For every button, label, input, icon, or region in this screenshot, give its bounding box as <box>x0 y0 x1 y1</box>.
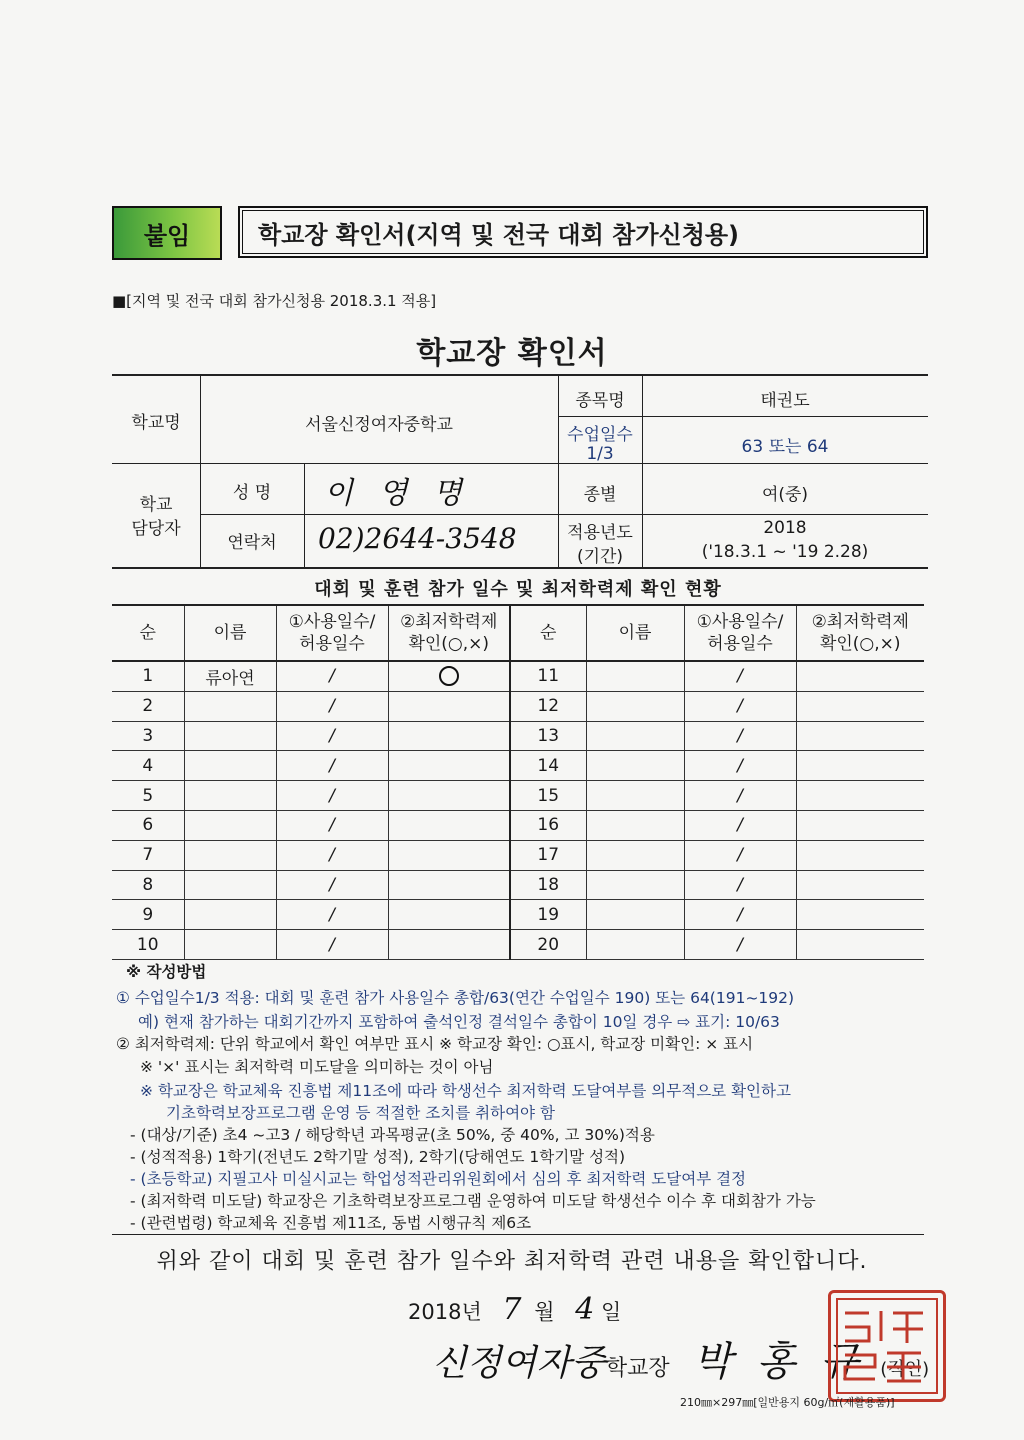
row-check-right <box>796 781 924 811</box>
row-name-left <box>184 900 276 930</box>
row-check-left <box>388 900 510 930</box>
detail-2: - (성적적용) 1학기(전년도 2학기말 성적), 2학기(당해연도 1학기말 성적) <box>130 1148 626 1166</box>
row-days-right: / <box>684 930 796 960</box>
row-days-right: / <box>684 900 796 930</box>
year-period-label: (기간) <box>576 547 624 567</box>
row-name-left <box>184 721 276 751</box>
name-label: 성 명 <box>232 483 272 503</box>
col-name-right: 이름 <box>586 605 684 661</box>
section-title: 대회 및 훈련 참가 일수 및 최저학력제 확인 현황 <box>314 579 722 600</box>
note-1a: ① 수업일수1/3 적용: 대회 및 훈련 참가 사용일수 총합/63(연간 수업일수 190) 또는 64(191~192) <box>116 989 795 1007</box>
row-days-left: / <box>276 840 388 870</box>
paper-size-note: 210㎜×297㎜[일반용지 60g/㎡(재활용품)] <box>680 1396 895 1409</box>
row-name-right <box>586 930 684 960</box>
row-no-right: 14 <box>510 751 586 781</box>
note-4a: ※ 학교장은 학교체육 진흥법 제11조에 따라 학생선수 최저학력 도달여부를 의무적으로 확인하고 <box>140 1082 791 1100</box>
col-no: 순 <box>112 605 184 661</box>
row-name-right <box>586 691 684 721</box>
table-row <box>112 751 924 781</box>
category-label: 종별 <box>583 485 617 505</box>
row-days-left: / <box>276 751 388 781</box>
contact-label: 연락처 <box>227 533 277 553</box>
row-check-right <box>796 840 924 870</box>
row-days-right: / <box>684 751 796 781</box>
row-check-right <box>796 900 924 930</box>
row-check-right <box>796 870 924 900</box>
row-check-right <box>796 930 924 960</box>
row-name-left <box>184 691 276 721</box>
application-notice: ■[지역 및 전국 대회 참가신청용 2018.3.1 적용] <box>112 292 437 310</box>
row-no-right: 18 <box>510 870 586 900</box>
row-check-right <box>796 691 924 721</box>
row-no-right: 15 <box>510 781 586 811</box>
note-2: ② 최저학력제: 단위 학교에서 확인 여부만 표시 ※ 학교장 확인: ○표시, 학교장 미확인: × 표시 <box>116 1035 754 1053</box>
row-name-left <box>184 810 276 840</box>
day-handwritten: 4 <box>575 1292 595 1327</box>
row-days-left: / <box>276 810 388 840</box>
row-no-left: 10 <box>112 930 184 960</box>
detail-1: - (대상/기준) 초4 ~고3 / 해당학년 과목평균(초 50%, 중 40%, 고 30%)적용 <box>130 1126 655 1144</box>
row-no-right: 11 <box>510 661 586 691</box>
row-no-right: 19 <box>510 900 586 930</box>
table-row <box>112 840 924 870</box>
col-check: ②최저학력제 확인(○,×) <box>388 605 510 661</box>
row-name-right <box>586 661 684 691</box>
row-days-left: / <box>276 870 388 900</box>
row-days-right: / <box>684 870 796 900</box>
table-row <box>112 691 924 721</box>
col-name: 이름 <box>184 605 276 661</box>
row-no-right: 12 <box>510 691 586 721</box>
row-no-right: 17 <box>510 840 586 870</box>
principal-title: 학교장 <box>605 1356 670 1381</box>
row-check-right <box>796 751 924 781</box>
school-days-label: 수업일수 <box>567 425 633 445</box>
row-no-right: 16 <box>510 810 586 840</box>
detail-4: - (최저학력 미도달) 학교장은 기초학력보장프로그램 운영하여 미도달 학생선수 이수 후 대회참가 가능 <box>130 1192 816 1210</box>
document-header-title: 학교장 확인서(지역 및 전국 대회 참가신청용) <box>238 206 928 258</box>
row-days-right: / <box>684 840 796 870</box>
year-label: 적용년도 <box>567 523 633 543</box>
row-name-right <box>586 781 684 811</box>
sport-value: 태권도 <box>760 391 810 411</box>
note-1b: 예) 현재 참가하는 대회기간까지 포함하여 출석인정 결석일수 총합이 10일 경우 ⇨ 표기: 10/63 <box>138 1013 780 1031</box>
school-days-value: 63 또는 64 <box>741 437 829 457</box>
row-check-left <box>388 930 510 960</box>
row-days-right: / <box>684 810 796 840</box>
detail-3: - (초등학교) 지필고사 미실시교는 학업성적관리위원회에서 심의 후 최저학력 도달여부 결정 <box>130 1170 747 1188</box>
row-no-left: 8 <box>112 870 184 900</box>
official-seal-stamp <box>828 1290 946 1402</box>
row-name-left <box>184 840 276 870</box>
row-check-left <box>388 751 510 781</box>
row-no-left: 9 <box>112 900 184 930</box>
table-row <box>112 930 924 960</box>
row-name-left <box>184 930 276 960</box>
row-name-right <box>586 870 684 900</box>
row-no-right: 20 <box>510 930 586 960</box>
page-title: 학교장 확인서 <box>416 336 608 371</box>
year-period-value: ('18.3.1 ~ '19 2.28) <box>701 542 869 562</box>
seal-placeholder-text: (직인) <box>880 1359 930 1380</box>
row-no-left: 2 <box>112 691 184 721</box>
row-name-left <box>184 870 276 900</box>
note-4b: 기초학력보장프로그램 운영 등 적절한 조치를 취하여야 함 <box>166 1104 555 1122</box>
signing-date: 2018년 7 월 4 일 <box>408 1292 622 1327</box>
row-days-left: / <box>276 661 388 691</box>
manager-name-handwritten: 이 영 명 <box>324 476 471 511</box>
confirmed-circle-mark <box>439 666 459 686</box>
row-days-right: / <box>684 781 796 811</box>
row-check-left <box>388 870 510 900</box>
row-check-left <box>388 691 510 721</box>
col-check-right: ②최저학력제 확인(○,×) <box>796 605 924 661</box>
attachment-badge: 붙임 <box>112 206 222 260</box>
principal-name-handwritten: 박 홍 규 <box>693 1339 865 1385</box>
row-name-right <box>586 810 684 840</box>
school-days-fraction: 1/3 <box>586 444 614 464</box>
row-no-left: 4 <box>112 751 184 781</box>
row-name-left <box>184 751 276 781</box>
row-name-right <box>586 721 684 751</box>
school-name-label: 학교명 <box>131 413 181 433</box>
contact-handwritten: 02)2644-3548 <box>318 522 517 555</box>
row-check-left <box>388 661 510 691</box>
row-days-right: / <box>684 661 796 691</box>
row-check-right <box>796 810 924 840</box>
school-name-value: 서울신정여자중학교 <box>305 415 453 435</box>
manager-label-2: 담당자 <box>131 519 181 539</box>
notes-heading: ※ 작성방법 <box>126 963 207 981</box>
row-days-left: / <box>276 781 388 811</box>
row-no-left: 3 <box>112 721 184 751</box>
row-days-left: / <box>276 691 388 721</box>
table-row <box>112 870 924 900</box>
row-no-left: 1 <box>112 661 184 691</box>
row-days-right: / <box>684 691 796 721</box>
row-name-right <box>586 751 684 781</box>
row-no-right: 13 <box>510 721 586 751</box>
table-row <box>112 661 924 691</box>
table-row <box>112 781 924 811</box>
row-name-right <box>586 840 684 870</box>
sport-label: 종목명 <box>575 391 625 411</box>
col-days-right: ①사용일수/ 허용일수 <box>684 605 796 661</box>
row-check-left <box>388 721 510 751</box>
row-days-left: / <box>276 721 388 751</box>
school-handwritten: 신정여자중 <box>432 1343 606 1384</box>
row-check-right <box>796 661 924 691</box>
row-no-left: 5 <box>112 781 184 811</box>
note-3: ※ '×' 표시는 최저학력 미도달을 의미하는 것이 아님 <box>140 1058 494 1076</box>
table-row <box>112 721 924 751</box>
manager-label: 학교 <box>139 495 173 515</box>
row-days-right: / <box>684 721 796 751</box>
year-value: 2018 <box>763 518 807 538</box>
month-handwritten: 7 <box>502 1292 522 1327</box>
participation-table <box>112 604 924 960</box>
row-no-left: 6 <box>112 810 184 840</box>
row-name-left <box>184 781 276 811</box>
table-row <box>112 810 924 840</box>
row-check-left <box>388 840 510 870</box>
row-name-right <box>586 900 684 930</box>
row-days-left: / <box>276 900 388 930</box>
row-days-left: / <box>276 930 388 960</box>
category-value: 여(중) <box>761 485 809 505</box>
col-no-right: 순 <box>510 605 586 661</box>
detail-5: - (관련법령) 학교체육 진흥법 제11조, 동법 시행규칙 제6조 <box>130 1214 532 1232</box>
row-name-left: 류아연 <box>184 661 276 691</box>
table-row <box>112 900 924 930</box>
row-check-right <box>796 721 924 751</box>
row-check-left <box>388 781 510 811</box>
col-days: ①사용일수/ 허용일수 <box>276 605 388 661</box>
confirmation-statement: 위와 같이 대회 및 훈련 참가 일수와 최저학력 관련 내용을 확인합니다. <box>156 1249 868 1274</box>
row-check-left <box>388 810 510 840</box>
row-no-left: 7 <box>112 840 184 870</box>
